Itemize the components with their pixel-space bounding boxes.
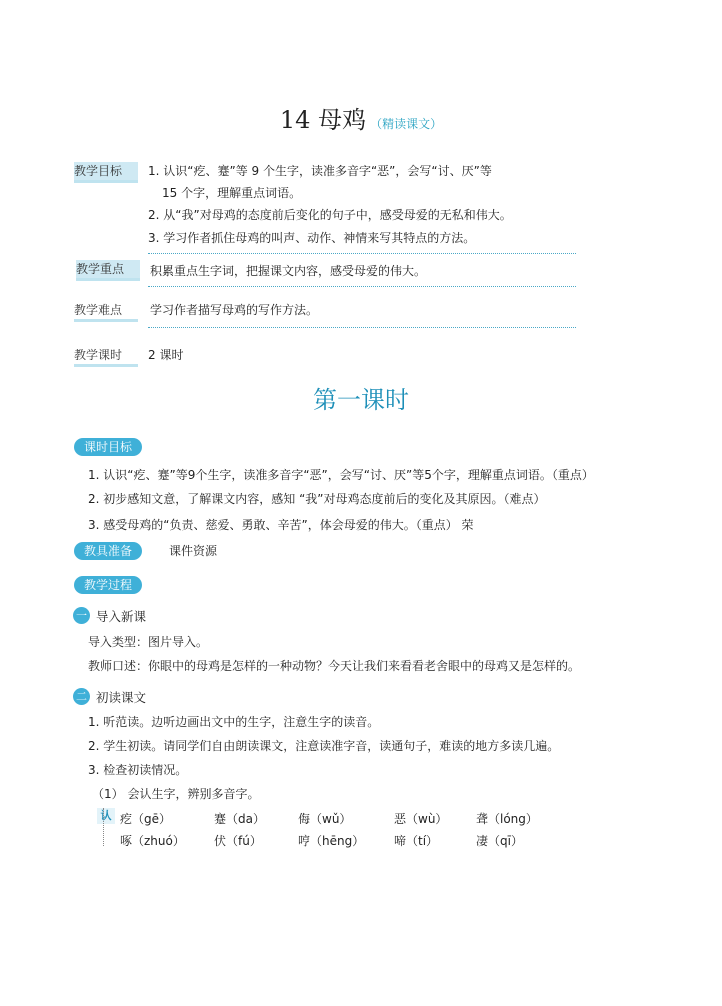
lesson-title: 第一课时 <box>313 386 409 414</box>
materials-text: 课件资源 <box>169 544 218 558</box>
lesson-goal-2: 2. 初步感知文意，了解课文内容，感知 “我”对母鸡态度前后的变化及其原因。（难点） <box>88 492 546 506</box>
process-pill: 教学过程 <box>74 576 142 594</box>
objective-line-2: 15 个字，理解重点词语。 <box>162 186 302 200</box>
keypoint-text: 积累重点生字词，把握课文内容，感受母爱的伟大。 <box>150 264 427 278</box>
section1-number: 一 <box>73 607 90 624</box>
vocab-divider <box>103 808 104 846</box>
section2-line-4: （1） 会认生字，辨别多音字。 <box>92 787 260 801</box>
difficulty-label: 教学难点 <box>74 301 138 322</box>
vocab-word: 凄（qī） <box>476 834 523 848</box>
vocab-word: 聋（lóng） <box>476 812 538 826</box>
hours-label: 教学课时 <box>74 346 138 367</box>
title-sub: （精读课文） <box>370 117 443 131</box>
divider <box>148 327 576 328</box>
section2-number: 二 <box>73 688 90 705</box>
objectives-label: 教学目标 <box>74 162 138 183</box>
objective-line-4: 3. 学习作者抓住母鸡的叫声、动作、神情来写其特点的方法。 <box>148 231 476 245</box>
lesson-goal-3: 3. 感受母鸡的“负责、慈爱、勇敢、辛苦”，体会母爱的伟大。（重点） 荣 <box>88 518 474 532</box>
vocab-word: 疙（gē） <box>120 812 172 826</box>
vocab-word: 伏（fú） <box>214 834 262 848</box>
page-title <box>0 100 722 135</box>
lesson-goal-1: 1. 认识“疙、蹇”等9个生字，读准多音字“恶”，会写“讨、厌”等5个字，理解重点词语。（重点） <box>88 468 594 482</box>
title-main: 14 母鸡 <box>279 106 367 134</box>
hours-text: 2 课时 <box>148 348 184 362</box>
section1-title: 导入新课 <box>96 609 147 624</box>
section2-line-3: 3. 检查初读情况。 <box>88 763 188 777</box>
divider <box>148 253 576 254</box>
section1-line-1: 导入类型：图片导入。 <box>88 635 209 649</box>
vocab-word: 蹇（da） <box>214 812 265 826</box>
lesson-goals-pill: 课时目标 <box>74 438 142 456</box>
difficulty-text: 学习作者描写母鸡的写作方法。 <box>150 303 319 317</box>
vocab-word: 啼（tí） <box>394 834 439 848</box>
section2-title: 初读课文 <box>96 690 147 705</box>
divider <box>148 286 576 287</box>
objective-line-3: 2. 从“我”对母鸡的态度前后变化的句子中，感受母爱的无私和伟大。 <box>148 208 512 222</box>
materials-pill: 教具准备 <box>74 542 142 560</box>
keypoint-label: 教学重点 <box>76 260 140 281</box>
vocab-word: 侮（wǔ） <box>298 812 352 826</box>
vocab-word: 恶（wù） <box>394 812 448 826</box>
vocab-word: 哼（hēng） <box>298 834 365 848</box>
section1-line-2: 教师口述：你眼中的母鸡是怎样的一种动物？今天让我们来看看老舍眼中的母鸡又是怎样的。 <box>88 659 581 673</box>
section2-line-2: 2. 学生初读。请同学们自由朗读课文，注意读准字音，读通句子，难读的地方多读几遍。 <box>88 739 560 753</box>
vocab-tag: 认 <box>97 808 115 824</box>
section2-line-1: 1. 听范读。边听边画出文中的生字，注意生字的读音。 <box>88 715 380 729</box>
objective-line-1: 1. 认识“疙、蹇”等 9 个生字，读准多音字“恶”，会写“讨、厌”等 <box>148 164 492 178</box>
vocab-word: 啄（zhuó） <box>120 834 185 848</box>
